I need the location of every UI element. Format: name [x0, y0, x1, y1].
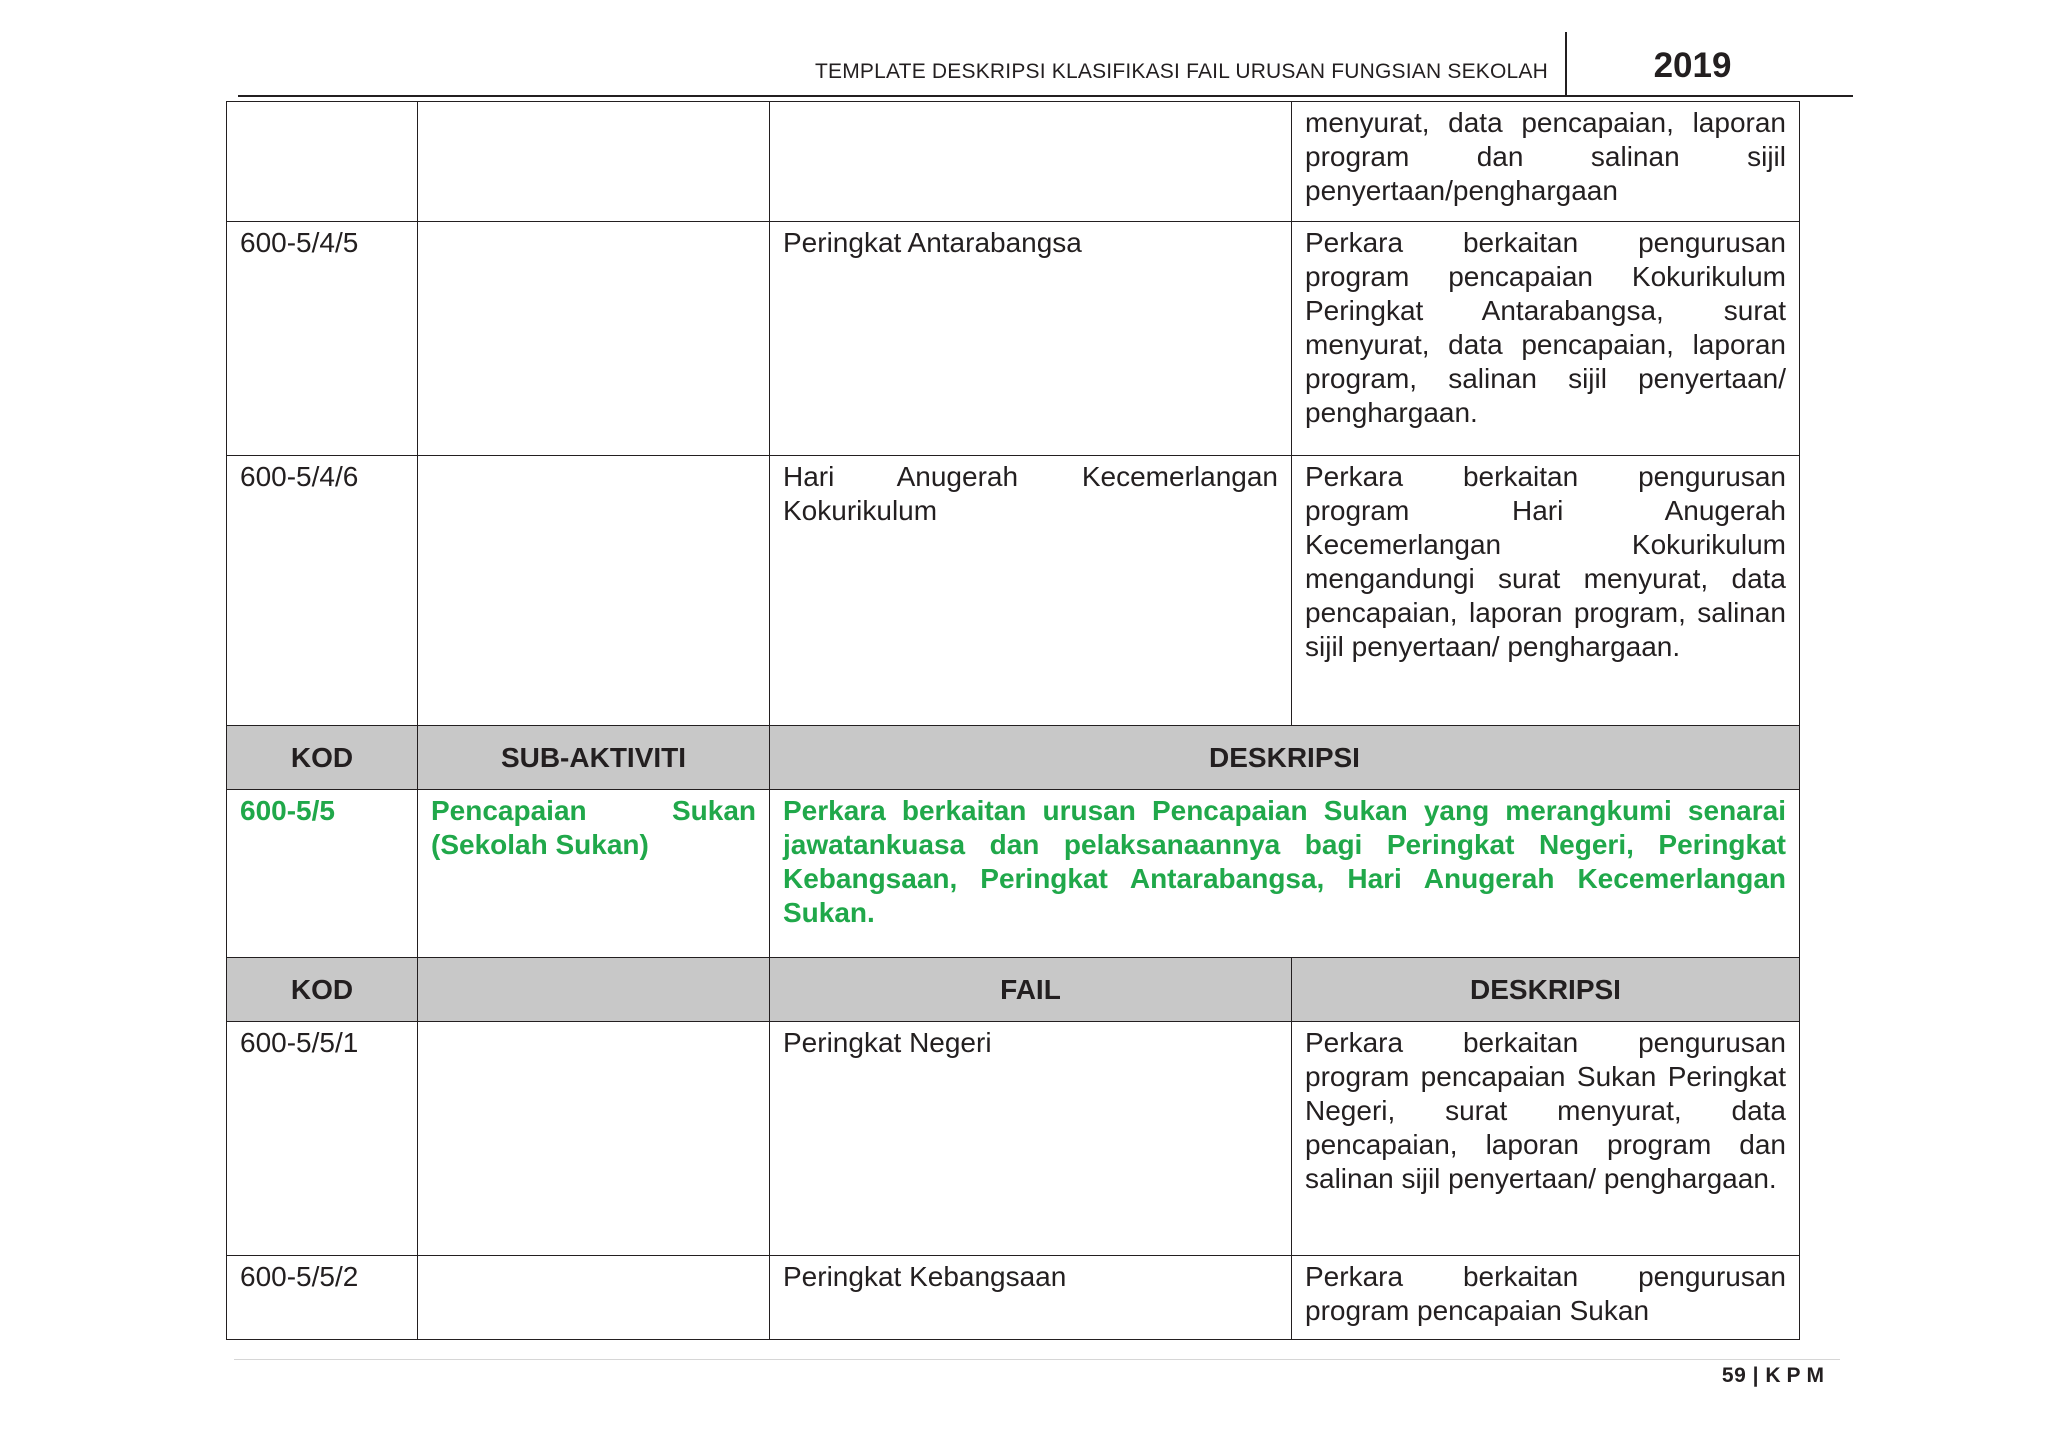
sub-aktiviti-row — [227, 790, 1800, 958]
table-row — [227, 1256, 1800, 1340]
page-number: 59 — [1721, 1364, 1747, 1387]
deskripsi-cell: Perkara berkaitan pengurusan program pencapaian Sukan — [1292, 1256, 1800, 1340]
fail-cell: Peringkat Kebangsaan — [770, 1256, 1292, 1340]
kod-header: KOD — [227, 726, 418, 790]
kod-cell: 600-5/5/2 — [227, 1256, 418, 1340]
organization-name: KPM — [1765, 1364, 1830, 1387]
footer-rule — [234, 1359, 1840, 1360]
deskripsi-cell: menyurat, data pencapaian, laporan program dan salinan sijil penyertaan/penghargaan — [1292, 102, 1800, 222]
sub-aktiviti-cell — [418, 456, 770, 726]
sub-aktiviti-header: SUB-AKTIVITI — [418, 726, 770, 790]
footer-separator: | — [1752, 1364, 1759, 1387]
table-header-row — [227, 958, 1800, 1022]
kod-cell: 600-5/5/1 — [227, 1022, 418, 1256]
table-row — [227, 1022, 1800, 1256]
header-rule — [238, 95, 1853, 97]
table-row — [227, 456, 1800, 726]
sub-aktiviti-cell — [418, 1256, 770, 1340]
table-row — [227, 222, 1800, 456]
sub-aktiviti-name: Pencapaian Sukan (Sekolah Sukan) — [418, 790, 770, 958]
deskripsi-cell: Perkara berkaitan pengurusan program pencapaian Kokurikulum Peringkat Antarabangsa, surat menyurat, data pencapaian, laporan program, salinan sijil penyertaan/ penghargaan. — [1292, 222, 1800, 456]
fail-cell — [770, 102, 1292, 222]
classification-table — [226, 101, 1800, 1340]
deskripsi-cell: Perkara berkaitan pengurusan program pencapaian Sukan Peringkat Negeri, surat menyurat, data pencapaian, laporan program dan salinan sijil penyertaan/ penghargaan. — [1292, 1022, 1800, 1256]
sub-aktiviti-deskripsi: Perkara berkaitan urusan Pencapaian Sukan yang merangkumi senarai jawatankuasa dan pelaksanaannya bagi Peringkat Negeri, Peringkat Kebangsaan, Peringkat Antarabangsa, Hari Anugerah Kecemerlangan Sukan. — [770, 790, 1800, 958]
sub-aktiviti-kod: 600-5/5 — [227, 790, 418, 958]
page-footer — [1722, 1364, 1830, 1388]
document-year: 2019 — [1653, 46, 1732, 85]
sub-aktiviti-cell — [418, 1022, 770, 1256]
fail-cell: Peringkat Antarabangsa — [770, 222, 1292, 456]
document-header-title: TEMPLATE DESKRIPSI KLASIFIKASI FAIL URUSAN FUNGSIAN SEKOLAH — [815, 60, 1548, 83]
deskripsi-header: DESKRIPSI — [1292, 958, 1800, 1022]
deskripsi-cell: Perkara berkaitan pengurusan program Hari Anugerah Kecemerlangan Kokurikulum mengandungi surat menyurat, data pencapaian, laporan program, salinan sijil penyertaan/ penghargaan. — [1292, 456, 1800, 726]
sub-aktiviti-cell — [418, 102, 770, 222]
kod-header: KOD — [227, 958, 418, 1022]
blank-header — [418, 958, 770, 1022]
kod-cell: 600-5/4/5 — [227, 222, 418, 456]
table-header-row — [227, 726, 1800, 790]
fail-cell: Hari Anugerah Kecemerlangan Kokurikulum — [770, 456, 1292, 726]
deskripsi-header: DESKRIPSI — [770, 726, 1800, 790]
fail-cell: Peringkat Negeri — [770, 1022, 1292, 1256]
fail-header: FAIL — [770, 958, 1292, 1022]
table-row — [227, 102, 1800, 222]
kod-cell — [227, 102, 418, 222]
kod-cell: 600-5/4/6 — [227, 456, 418, 726]
sub-aktiviti-cell — [418, 222, 770, 456]
